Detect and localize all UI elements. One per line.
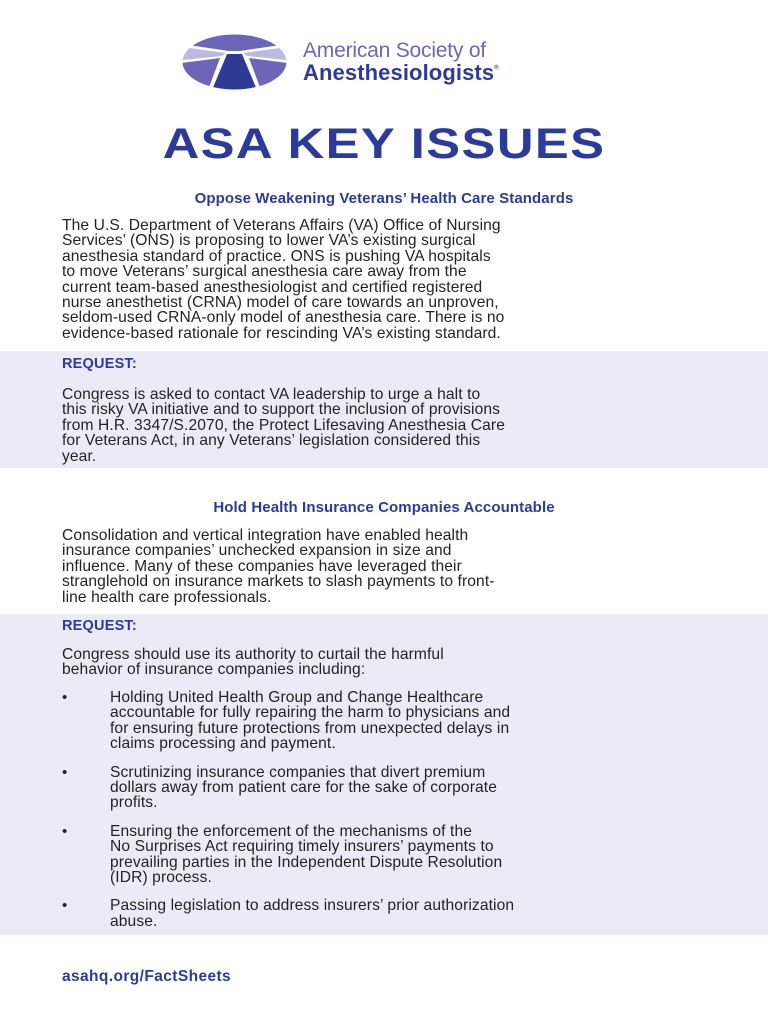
text-line: stranglehold on insurance markets to slash payments to front- [62, 573, 495, 591]
text-line: abuse. [110, 912, 158, 930]
text-line: Congress should use its authority to curtail the harmful [62, 646, 444, 663]
text-line: dollars away from patient care for the sake of corporate [110, 779, 497, 797]
text-line: Services’ (ONS) is proposing to lower VA’s existing surgical [62, 232, 476, 250]
logo-line-2 [303, 62, 499, 84]
asa-logo-mark-icon [182, 34, 287, 90]
logo-wordmark [303, 40, 499, 84]
text-line: nurse anesthetist (CRNA) model of care towards an unproven, [62, 294, 499, 312]
section-body-insurance [62, 528, 722, 605]
bullet-item-premium-dollars [62, 765, 722, 811]
bullet-item-prior-authorization [62, 898, 722, 929]
bullet-item-no-surprises-act [62, 824, 722, 886]
request-label-veterans: REQUEST: [62, 356, 137, 372]
text-line: prevailing parties in the Independent Dispute Resolution [110, 853, 503, 871]
section-heading-veterans: Oppose Weakening Veterans’ Health Care Standards [194, 190, 574, 207]
text-line: to move Veterans’ surgical anesthesia care away from the [62, 263, 467, 281]
text-line: from H.R. 3347/S.2070, the Protect Lifesaving Anesthesia Care [62, 416, 505, 434]
text-line: (IDR) process. [110, 869, 212, 887]
text-line: for Veterans Act, in any Veterans’ legislation considered this [62, 432, 481, 450]
text-line: No Surprises Act requiring timely insurers’ payments to [110, 838, 494, 856]
page-title: ASA KEY ISSUES [162, 120, 606, 168]
text-line: line health care professionals. [62, 588, 272, 606]
request-body-insurance [62, 647, 722, 678]
text-line: Passing legislation to address insurers’ prior authorization [110, 897, 515, 915]
request-body-veterans [62, 387, 722, 464]
logo-line-2-text: Anesthesiologists [303, 60, 495, 85]
request-label-insurance: REQUEST: [62, 618, 137, 634]
text-line: evidence-based rationale for rescinding VA’s existing standard. [62, 324, 501, 342]
bullet-icon: • [62, 689, 68, 706]
request-bullet-list [62, 690, 722, 942]
bullet-icon: • [62, 763, 68, 781]
text-line: Scrutinizing insurance companies that divert premium [110, 763, 486, 781]
text-line: anesthesia standard of practice. ONS is pushing VA hospitals [62, 247, 491, 265]
text-line: influence. Many of these companies have leveraged their [62, 557, 462, 575]
text-line: this risky VA initiative and to support the inclusion of provisions [62, 401, 501, 419]
text-line: Holding United Health Group and Change Healthcare [110, 689, 484, 706]
bullet-item-united-health [62, 690, 722, 752]
text-line: Consolidation and vertical integration have enabled health [62, 527, 469, 544]
section-body-veterans [62, 218, 722, 341]
text-line: The U.S. Department of Veterans Affairs (VA) Office of Nursing [62, 217, 501, 234]
text-line: for ensuring future protections from unexpected delays in [110, 719, 510, 737]
text-line: insurance companies’ unchecked expansion in size and [62, 542, 452, 560]
text-line: year. [62, 447, 97, 465]
fact-sheets-link[interactable]: asahq.org/FactSheets [62, 968, 232, 985]
section-heading-insurance: Hold Health Insurance Companies Accountable [213, 499, 555, 516]
text-line: claims processing and payment. [110, 735, 336, 753]
asa-logo [182, 34, 499, 90]
bullet-icon: • [62, 822, 68, 840]
text-line: accountable for fully repairing the harm to physicians and [110, 704, 511, 722]
text-line: Ensuring the enforcement of the mechanisms of the [110, 822, 473, 840]
trademark-symbol: ® [494, 65, 499, 71]
text-line: seldom-used CRNA-only model of anesthesia care. There is no [62, 309, 505, 327]
text-line: current team-based anesthesiologist and certified registered [62, 278, 483, 296]
bullet-icon: • [62, 897, 68, 915]
text-line: behavior of insurance companies including: [62, 661, 366, 679]
text-line: profits. [110, 794, 158, 812]
logo-line-1: American Society of [303, 39, 486, 62]
text-line: Congress is asked to contact VA leadership to urge a halt to [62, 386, 481, 403]
